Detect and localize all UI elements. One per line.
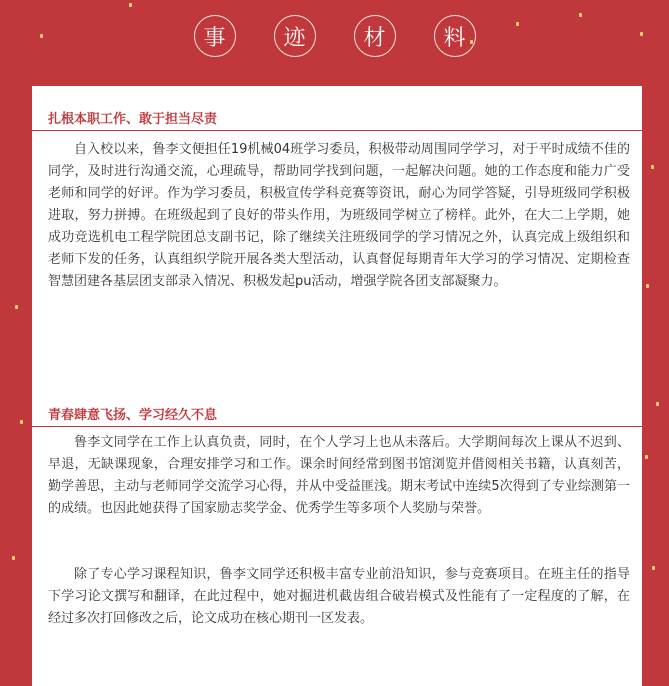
page-title — [0, 15, 669, 57]
confetti-piece — [652, 566, 655, 570]
confetti-piece — [15, 305, 18, 309]
section-divider — [32, 426, 642, 427]
content-card — [32, 86, 642, 686]
paragraph: 自入校以来，鲁李文便担任19机械04班学习委员，积极带动周围同学学习，对于平时成绩不佳的同学，及时进行沟通交流，心理疏导，帮助同学找到问题，一起解决问题。她的工作态度和能力广受老师和同学的好评。作为学习委员，积极宣传学科竞赛等资讯，耐心为同学答疑，引导班级同学积极进取，努力拼搏。在班级起到了良好的带头作用，为班级同学树立了榜样。此外，在大二上学期，她成功竞选机电工程学院团总支副书记，除了继续关注班级同学的学习情况之外，认真完成上级组织和老师下发的任务，认真组织学院开展各类大型活动，认真督促每期青年大学习的学习情况、定期检查智慧团建各基层团支部录入情况、积极发起pu活动，增强学院各团支部凝聚力。 — [48, 142, 630, 289]
paragraph: 除了专心学习课程知识，鲁李文同学还积极丰富专业前沿知识，参与竞赛项目。在班主任的指导下学习论文撰写和翻译，在此过程中，她对掘进机截齿组合破岩模式及性能有了一定程度的了解，在经过多次打回修改之后，论文成功在核心期刊一区发表。 — [48, 567, 630, 626]
title-char: 事 — [194, 15, 236, 57]
title-char: 材 — [354, 15, 396, 57]
paragraph: 鲁李文同学在工作上认真负责，同时，在个人学习上也从未落后。大学期间每次上课从不迟到、早退，无缺课现象，合理安排学习和工作。课余时间经常到图书馆浏览并借阅相关书籍，认真刻苦，勤学善思，主动与老师同学交流学习心得，并从中受益匪浅。期末考试中连续5次得到了专业综测第一的成绩。也因此她获得了国家励志奖学金、优秀学生等多项个人奖励与荣誉。 — [48, 435, 630, 516]
confetti-piece — [129, 3, 132, 7]
section-heading: 青春肆意飞扬、学习经久不息 — [48, 408, 218, 423]
confetti-piece — [656, 402, 659, 406]
title-char: 料 — [434, 15, 476, 57]
confetti-piece — [646, 284, 649, 288]
confetti-piece — [645, 455, 648, 459]
section-divider — [32, 130, 642, 131]
confetti-piece — [20, 420, 23, 424]
confetti-piece — [12, 556, 15, 560]
title-char: 迹 — [274, 15, 316, 57]
confetti-piece — [651, 165, 654, 169]
section-heading: 扎根本职工作、敢于担当尽责 — [48, 112, 218, 127]
